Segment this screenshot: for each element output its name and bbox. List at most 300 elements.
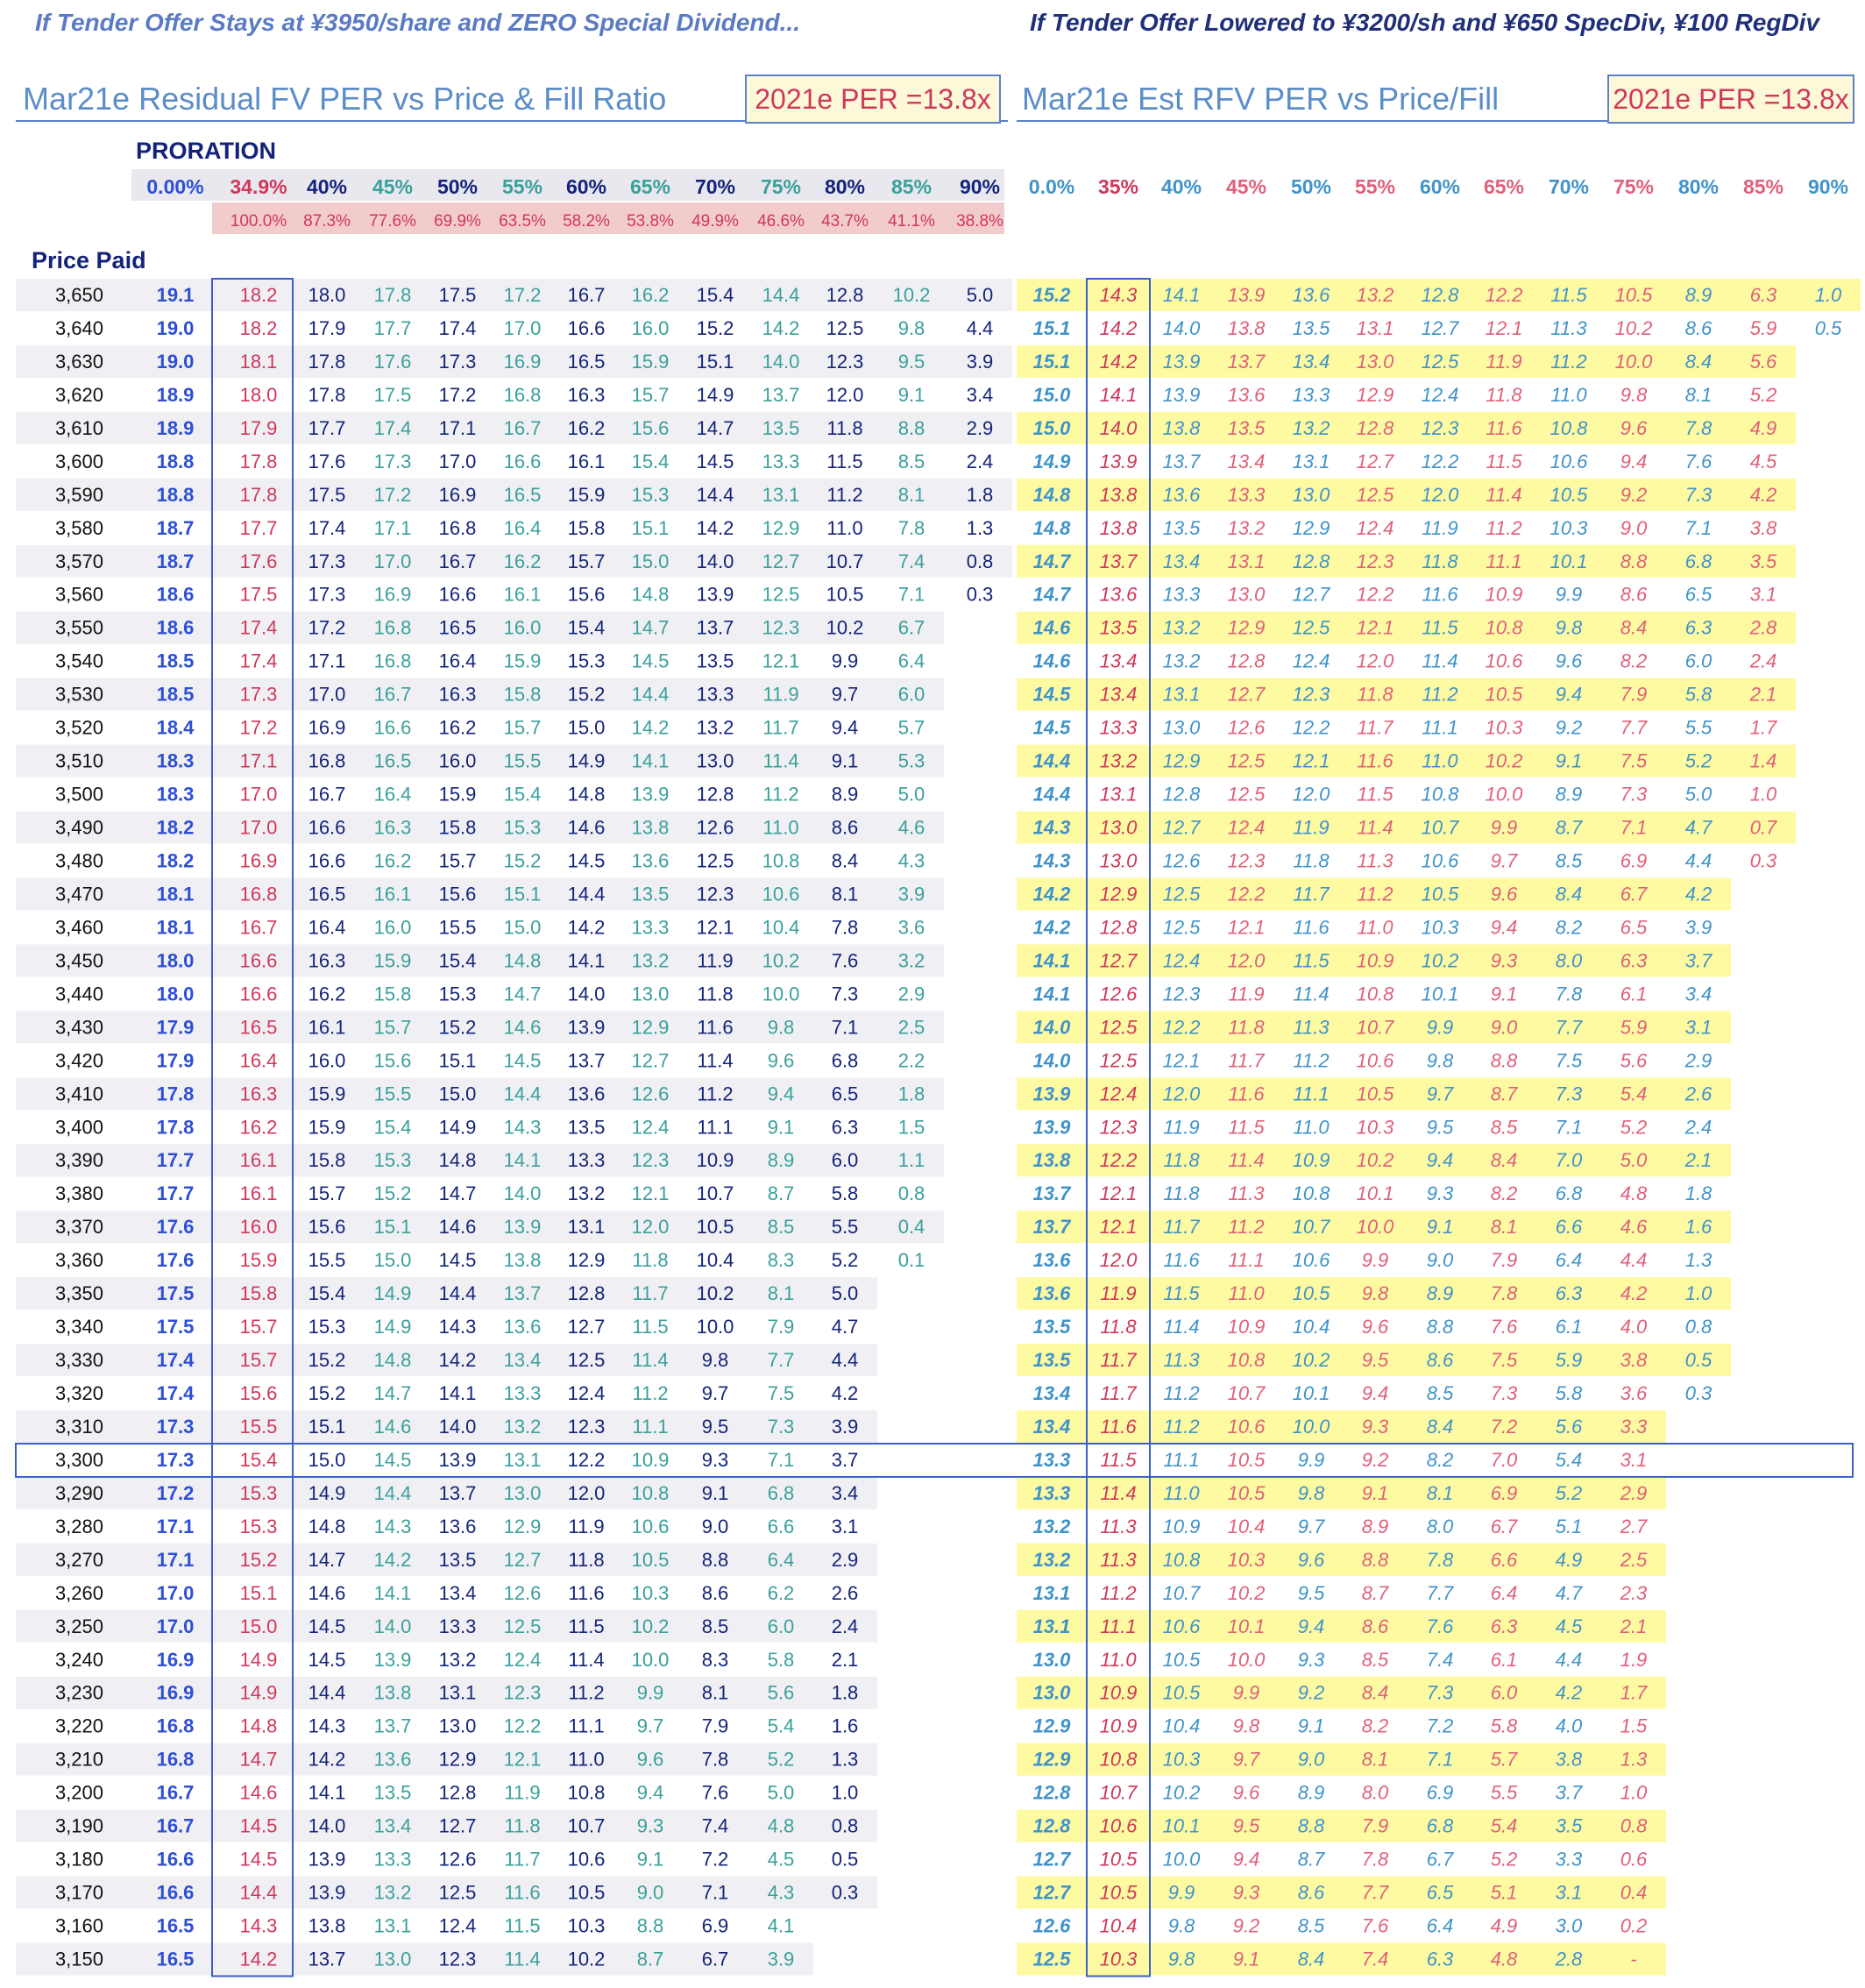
right-per-cell: 0.4 [1620,1881,1648,1904]
left-per-cell: 14.8 [373,1349,412,1372]
right-per-cell: 12.1 [1099,1182,1138,1205]
right-per-cell: 10.6 [1227,1415,1266,1438]
right-per-cell: 7.3 [1620,783,1648,806]
left-per-cell: 15.5 [503,749,542,772]
right-per-cell: 10.8 [1356,983,1394,1005]
right-per-cell: 9.8 [1361,1282,1389,1305]
left-per-cell: 16.4 [438,650,477,672]
right-col-header: 85% [1742,175,1784,198]
left-per-cell: 9.7 [701,1382,729,1405]
right-per-cell: 1.7 [1620,1681,1648,1704]
right-per-cell: 9.8 [1167,1914,1195,1937]
left-per-cell: 14.4 [696,483,734,506]
left-per-cell: 16.4 [373,783,412,806]
left-per-cell: 13.2 [631,949,670,972]
right-per-cell: 7.8 [1490,1282,1518,1305]
left-per-cell: 14.8 [438,1149,477,1172]
left-per-cell: 4.8 [767,1814,795,1837]
price-paid-cell: 3,310 [54,1415,103,1438]
left-per-cell: 16.6 [373,716,412,739]
right-per-cell: 13.9 [1227,284,1266,306]
fill-ratio-label: 53.8% [627,212,674,231]
right-per-cell: 6.7 [1426,1848,1454,1871]
left-per-cell: 16.8 [308,749,346,772]
left-per-cell: 15.9 [373,949,412,972]
right-col-header: 70% [1548,175,1590,198]
right-per-cell: 8.6 [1684,316,1713,339]
left-col-header: 0.00% [146,175,204,198]
left-per-cell: 14.6 [503,1016,542,1039]
right-per-cell: 5.6 [1749,350,1777,373]
right-per-cell: 8.7 [1490,1083,1518,1105]
left-per-cell: 17.1 [156,1548,195,1571]
left-per-cell: 16.2 [373,849,412,872]
right-per-cell: 12.3 [1099,1116,1138,1139]
left-per-cell: 10.5 [826,583,864,606]
right-per-cell: 12.2 [1356,583,1394,606]
left-per-cell: 13.7 [308,1948,346,1970]
left-per-cell: 17.2 [308,616,346,639]
left-per-cell: 14.0 [567,983,606,1005]
right-per-cell: 12.2 [1485,284,1523,306]
left-per-cell: 0.3 [966,583,994,606]
right-per-cell: 10.5 [1099,1848,1138,1871]
right-per-cell: 10.0 [1356,1216,1394,1239]
right-per-cell: 8.8 [1620,550,1648,572]
right-per-cell: 10.1 [1227,1615,1266,1637]
left-per-cell: 7.6 [831,949,859,972]
right-per-cell: 4.4 [1620,1249,1648,1272]
left-per-cell: 13.5 [567,1116,606,1139]
right-per-cell: 1.5 [1620,1715,1648,1737]
left-per-cell: 12.3 [696,883,734,905]
right-per-cell: 5.1 [1555,1515,1583,1537]
left-per-cell: 16.5 [567,350,606,373]
price-paid-cell: 3,490 [54,816,103,839]
left-per-cell: 5.2 [831,1249,859,1272]
left-per-cell: 10.3 [567,1914,606,1937]
left-per-cell: 14.0 [373,1615,412,1637]
left-per-cell: 16.8 [438,516,477,539]
left-col-header: 40% [306,175,348,198]
right-per-cell: 6.6 [1490,1548,1518,1571]
right-per-cell: 5.2 [1684,749,1713,772]
right-per-cell: 7.7 [1620,716,1648,739]
left-per-cell: 10.2 [826,616,864,639]
left-per-cell: 18.7 [156,516,195,539]
right-per-cell: 2.8 [1749,616,1777,639]
right-per-cell: 13.1 [1292,450,1330,472]
left-per-cell: 3.7 [831,1448,859,1471]
left-per-cell: 13.0 [373,1948,412,1970]
fill-ratio-label: 58.2% [563,212,610,231]
left-per-cell: 15.8 [373,983,412,1005]
right-per-cell: 8.6 [1361,1615,1389,1637]
left-per-cell: 18.8 [156,450,195,472]
left-per-cell: 18.2 [239,316,278,339]
price-paid-cell: 3,530 [54,683,103,706]
right-per-cell: 10.2 [1614,316,1653,339]
right-per-cell: 3.3 [1620,1415,1648,1438]
left-per-cell: 16.8 [156,1748,195,1771]
right-per-cell: 13.1 [1227,550,1266,572]
right-per-cell: 0.8 [1684,1316,1713,1338]
left-per-cell: 7.1 [701,1881,729,1904]
right-per-cell: 10.6 [1099,1814,1138,1837]
right-per-cell: 12.7 [1421,316,1459,339]
left-per-cell: 12.1 [696,916,734,939]
left-per-cell: 15.9 [503,650,542,672]
left-per-cell: 4.4 [831,1349,859,1372]
left-per-cell: 12.3 [631,1149,670,1172]
right-per-cell: 6.3 [1426,1948,1454,1970]
right-per-cell: 10.1 [1549,550,1588,572]
right-per-cell: 12.8 [1032,1814,1071,1837]
left-per-cell: 9.4 [767,1083,795,1105]
left-per-cell: 1.8 [831,1681,859,1704]
left-row-stripe [16,612,944,644]
right-per-cell: 7.8 [1684,416,1713,439]
left-per-cell: 16.7 [438,550,477,572]
right-per-cell: 6.3 [1555,1282,1583,1305]
right-per-cell: 8.6 [1297,1881,1325,1904]
right-per-cell: 10.3 [1356,1116,1394,1139]
right-per-cell: 15.0 [1032,383,1071,406]
left-per-cell: 18.9 [156,416,195,439]
left-per-cell: 12.8 [826,284,864,306]
left-per-cell: 15.8 [503,683,542,706]
right-per-cell: 13.7 [1099,550,1138,572]
left-per-cell: 14.2 [373,1548,412,1571]
right-per-cell: 4.7 [1684,816,1713,839]
right-per-cell: 7.0 [1490,1448,1518,1471]
right-per-cell: 5.2 [1490,1848,1518,1871]
right-per-cell: 13.4 [1099,650,1138,672]
left-per-cell: 8.8 [636,1914,664,1937]
left-per-cell: 5.8 [831,1182,859,1205]
left-per-cell: 15.2 [567,683,606,706]
right-per-cell: 12.0 [1227,949,1266,972]
right-per-cell: 12.9 [1227,616,1266,639]
right-per-cell: 11.6 [1486,416,1522,439]
left-per-cell: 7.8 [831,916,859,939]
right-per-cell: 1.6 [1684,1216,1713,1239]
left-per-cell: 17.4 [156,1349,195,1372]
left-per-cell: 16.3 [373,816,412,839]
left-per-cell: 6.0 [897,683,925,706]
left-per-cell: 15.0 [631,550,670,572]
left-per-cell: 16.6 [308,849,346,872]
right-per-cell: 4.6 [1620,1216,1648,1239]
left-per-cell: 14.8 [239,1715,278,1737]
right-per-cell: 7.6 [1490,1316,1518,1338]
right-per-cell: 12.3 [1356,550,1394,572]
right-per-cell: 10.3 [1099,1948,1138,1970]
right-per-cell: 12.1 [1356,616,1394,639]
left-per-cell: 17.2 [503,284,542,306]
left-per-cell: 15.2 [308,1349,346,1372]
left-per-cell: 10.6 [567,1848,606,1871]
right-per-cell: 11.6 [1293,916,1330,939]
right-per-cell: 12.8 [1032,1781,1071,1804]
left-per-cell: 14.9 [373,1282,412,1305]
right-per-cell: 8.4 [1684,350,1713,373]
right-per-cell: 11.3 [1550,316,1587,339]
left-per-cell: 1.8 [897,1083,925,1105]
left-per-cell: 4.3 [767,1881,795,1904]
left-per-cell: 15.1 [308,1415,346,1438]
right-per-cell: 4.9 [1555,1548,1583,1571]
right-per-cell: 5.2 [1620,1116,1648,1139]
right-per-cell: - [1630,1948,1637,1970]
right-per-cell: 12.4 [1162,949,1201,972]
left-per-cell: 1.3 [966,516,994,539]
right-per-cell: 13.0 [1227,583,1266,606]
left-per-cell: 15.3 [239,1515,278,1537]
right-per-cell: 15.0 [1032,416,1071,439]
left-per-cell: 11.4 [697,1049,734,1072]
right-per-cell: 10.5 [1421,883,1459,905]
right-per-cell: 9.7 [1232,1748,1260,1771]
right-per-cell: 13.4 [1032,1415,1071,1438]
right-per-cell: 10.3 [1549,516,1588,539]
left-per-cell: 17.4 [156,1382,195,1405]
left-per-cell: 0.4 [897,1216,925,1239]
left-per-cell: 7.9 [767,1316,795,1338]
left-per-cell: 12.7 [503,1548,542,1571]
right-per-cell: 13.4 [1099,683,1138,706]
left-per-cell: 11.8 [632,1249,669,1272]
left-per-cell: 18.3 [156,749,195,772]
right-per-cell: 14.1 [1032,949,1071,972]
right-per-cell: 10.6 [1549,450,1588,472]
right-per-cell: 5.1 [1490,1881,1518,1904]
left-per-cell: 15.0 [438,1083,477,1105]
left-per-cell: 16.0 [373,916,412,939]
left-per-cell: 13.9 [438,1448,477,1471]
left-per-cell: 9.1 [767,1116,795,1139]
right-per-cell: 13.0 [1292,483,1330,506]
right-per-cell: 8.1 [1490,1216,1518,1239]
left-per-cell: 16.9 [239,849,278,872]
right-per-cell: 11.2 [1100,1581,1137,1604]
left-col-header: 80% [824,175,866,198]
right-per-cell: 10.2 [1356,1149,1394,1172]
left-per-cell: 11.9 [568,1515,605,1537]
left-per-cell: 7.2 [701,1848,729,1871]
left-per-cell: 2.9 [897,983,925,1005]
right-per-cell: 14.2 [1032,916,1071,939]
left-per-cell: 15.6 [373,1049,412,1072]
left-per-cell: 17.3 [308,583,346,606]
left-per-cell: 17.3 [239,683,278,706]
left-per-cell: 14.9 [308,1481,346,1504]
right-per-cell: 0.3 [1684,1382,1713,1405]
left-per-cell: 17.4 [239,616,278,639]
right-per-cell: 10.5 [1292,1282,1330,1305]
left-per-cell: 17.0 [156,1615,195,1637]
right-per-cell: 11.5 [1357,783,1393,806]
right-per-cell: 11.0 [1293,1116,1330,1139]
right-per-cell: 12.6 [1227,716,1266,739]
left-per-cell: 11.0 [826,516,863,539]
right-per-cell: 12.7 [1032,1848,1071,1871]
left-per-cell: 7.8 [897,516,925,539]
left-per-cell: 12.4 [567,1382,606,1405]
left-per-cell: 18.1 [156,916,195,939]
right-per-cell: 7.2 [1426,1715,1454,1737]
right-per-cell: 12.8 [1292,550,1330,572]
left-per-cell: 14.7 [373,1382,412,1405]
right-per-cell: 7.1 [1620,816,1648,839]
right-per-cell: 11.3 [1100,1548,1137,1571]
right-per-cell: 3.0 [1555,1914,1583,1937]
right-per-cell: 12.0 [1421,483,1459,506]
right-per-cell: 14.0 [1032,1016,1071,1039]
right-per-cell: 13.8 [1227,316,1266,339]
left-per-cell: 14.3 [438,1316,477,1338]
left-per-cell: 18.0 [156,983,195,1005]
left-per-cell: 12.9 [762,516,800,539]
right-per-cell: 9.1 [1490,983,1518,1005]
right-per-cell: 8.2 [1555,916,1583,939]
left-per-cell: 12.7 [631,1049,670,1072]
right-per-cell: 3.7 [1684,949,1713,972]
left-per-cell: 16.9 [438,483,477,506]
left-per-cell: 11.9 [697,949,734,972]
right-per-cell: 10.9 [1356,949,1394,972]
right-per-cell: 9.2 [1232,1914,1260,1937]
right-per-cell: 9.8 [1426,1049,1454,1072]
left-per-cell: 6.4 [897,650,925,672]
left-per-cell: 15.2 [373,1182,412,1205]
left-per-cell: 8.1 [831,883,859,905]
right-per-cell: 10.6 [1421,849,1459,872]
left-per-cell: 6.8 [831,1049,859,1072]
right-per-cell: 11.1 [1100,1615,1137,1637]
right-per-cell: 13.8 [1099,483,1138,506]
right-per-cell: 11.7 [1163,1216,1200,1239]
right-per-cell: 12.3 [1162,983,1201,1005]
left-per-cell: 12.9 [567,1249,606,1272]
fill-ratio-label: 100.0% [230,212,287,231]
right-per-cell: 10.5 [1549,483,1588,506]
right-per-cell: 6.4 [1426,1914,1454,1937]
left-per-cell: 6.6 [767,1515,795,1537]
left-per-cell: 13.4 [438,1581,477,1604]
left-per-cell: 13.1 [762,483,800,506]
left-per-cell: 6.2 [767,1581,795,1604]
fill-ratio-label: 41.1% [888,212,935,231]
right-per-cell: 9.8 [1620,383,1648,406]
right-per-cell: 7.4 [1361,1948,1389,1970]
left-per-cell: 18.1 [156,883,195,905]
left-per-cell: 13.2 [503,1415,542,1438]
right-per-cell: 5.0 [1684,783,1713,806]
left-per-cell: 14.4 [631,683,670,706]
left-per-cell: 16.2 [438,716,477,739]
left-per-cell: 14.3 [239,1914,278,1937]
right-per-cell: 8.7 [1297,1848,1325,1871]
price-paid-cell: 3,640 [54,316,103,339]
right-per-cell: 12.2 [1099,1149,1138,1172]
right-per-cell: 11.0 [1422,749,1458,772]
right-per-cell: 9.1 [1426,1216,1454,1239]
right-per-cell: 6.5 [1426,1881,1454,1904]
left-per-cell: 14.9 [696,383,734,406]
left-per-cell: 5.4 [767,1715,795,1737]
left-per-cell: 17.6 [156,1249,195,1272]
right-per-cell: 8.4 [1490,1149,1518,1172]
right-per-cell: 11.3 [1100,1515,1137,1537]
right-per-cell: 7.3 [1490,1382,1518,1405]
left-per-cell: 14.0 [762,350,800,373]
left-per-cell: 8.5 [701,1615,729,1637]
right-per-cell: 6.8 [1555,1182,1583,1205]
right-per-cell: 3.5 [1555,1814,1583,1837]
left-per-cell: 16.1 [239,1182,278,1205]
fill-ratio-label: 38.8% [956,212,1003,231]
right-col-header: 65% [1483,175,1525,198]
left-per-cell: 18.5 [156,683,195,706]
right-per-cell: 14.0 [1032,1049,1071,1072]
left-per-cell: 13.6 [631,849,670,872]
price-paid-cell: 3,270 [54,1548,103,1571]
right-per-cell: 9.2 [1361,1448,1389,1471]
left-per-cell: 9.1 [701,1481,729,1504]
right-per-cell: 13.1 [1162,683,1201,706]
right-per-cell: 15.1 [1032,350,1071,373]
right-per-cell: 11.3 [1293,1016,1330,1039]
left-per-cell: 17.6 [239,550,278,572]
left-per-cell: 7.5 [767,1382,795,1405]
left-col-header: 75% [760,175,802,198]
left-per-cell: 12.3 [567,1415,606,1438]
left-per-cell: 14.8 [567,783,606,806]
right-per-cell: 13.8 [1162,416,1201,439]
left-per-cell: 11.8 [568,1548,605,1571]
right-per-cell: 13.9 [1162,350,1201,373]
left-per-cell: 15.9 [567,483,606,506]
right-per-cell: 6.4 [1490,1581,1518,1604]
right-per-cell: 10.5 [1227,1448,1266,1471]
right-per-cell: 12.5 [1421,350,1459,373]
right-per-cell: 10.8 [1421,783,1459,806]
left-per-cell: 13.3 [762,450,800,472]
left-per-cell: 5.8 [767,1648,795,1671]
price-paid-cell: 3,180 [54,1848,103,1871]
price-paid-cell: 3,630 [54,350,103,373]
left-per-cell: 3.2 [897,949,925,972]
right-per-cell: 12.9 [1292,516,1330,539]
left-per-cell: 11.1 [632,1415,669,1438]
left-per-cell: 8.6 [831,816,859,839]
right-per-cell: 7.8 [1555,983,1583,1005]
right-per-cell: 11.7 [1100,1349,1137,1372]
left-col-header: 65% [629,175,671,198]
left-per-cell: 3.9 [966,350,994,373]
left-per-cell: 17.3 [373,450,412,472]
left-per-cell: 15.3 [631,483,670,506]
right-per-cell: 11.0 [1550,383,1587,406]
right-per-cell: 9.9 [1361,1249,1389,1272]
left-per-cell: 14.9 [239,1648,278,1671]
right-per-cell: 13.8 [1032,1149,1071,1172]
left-row-stripe [16,1011,944,1043]
right-per-cell: 11.6 [1228,1083,1265,1105]
left-per-cell: 11.4 [632,1349,669,1372]
right-col-header: 75% [1613,175,1655,198]
